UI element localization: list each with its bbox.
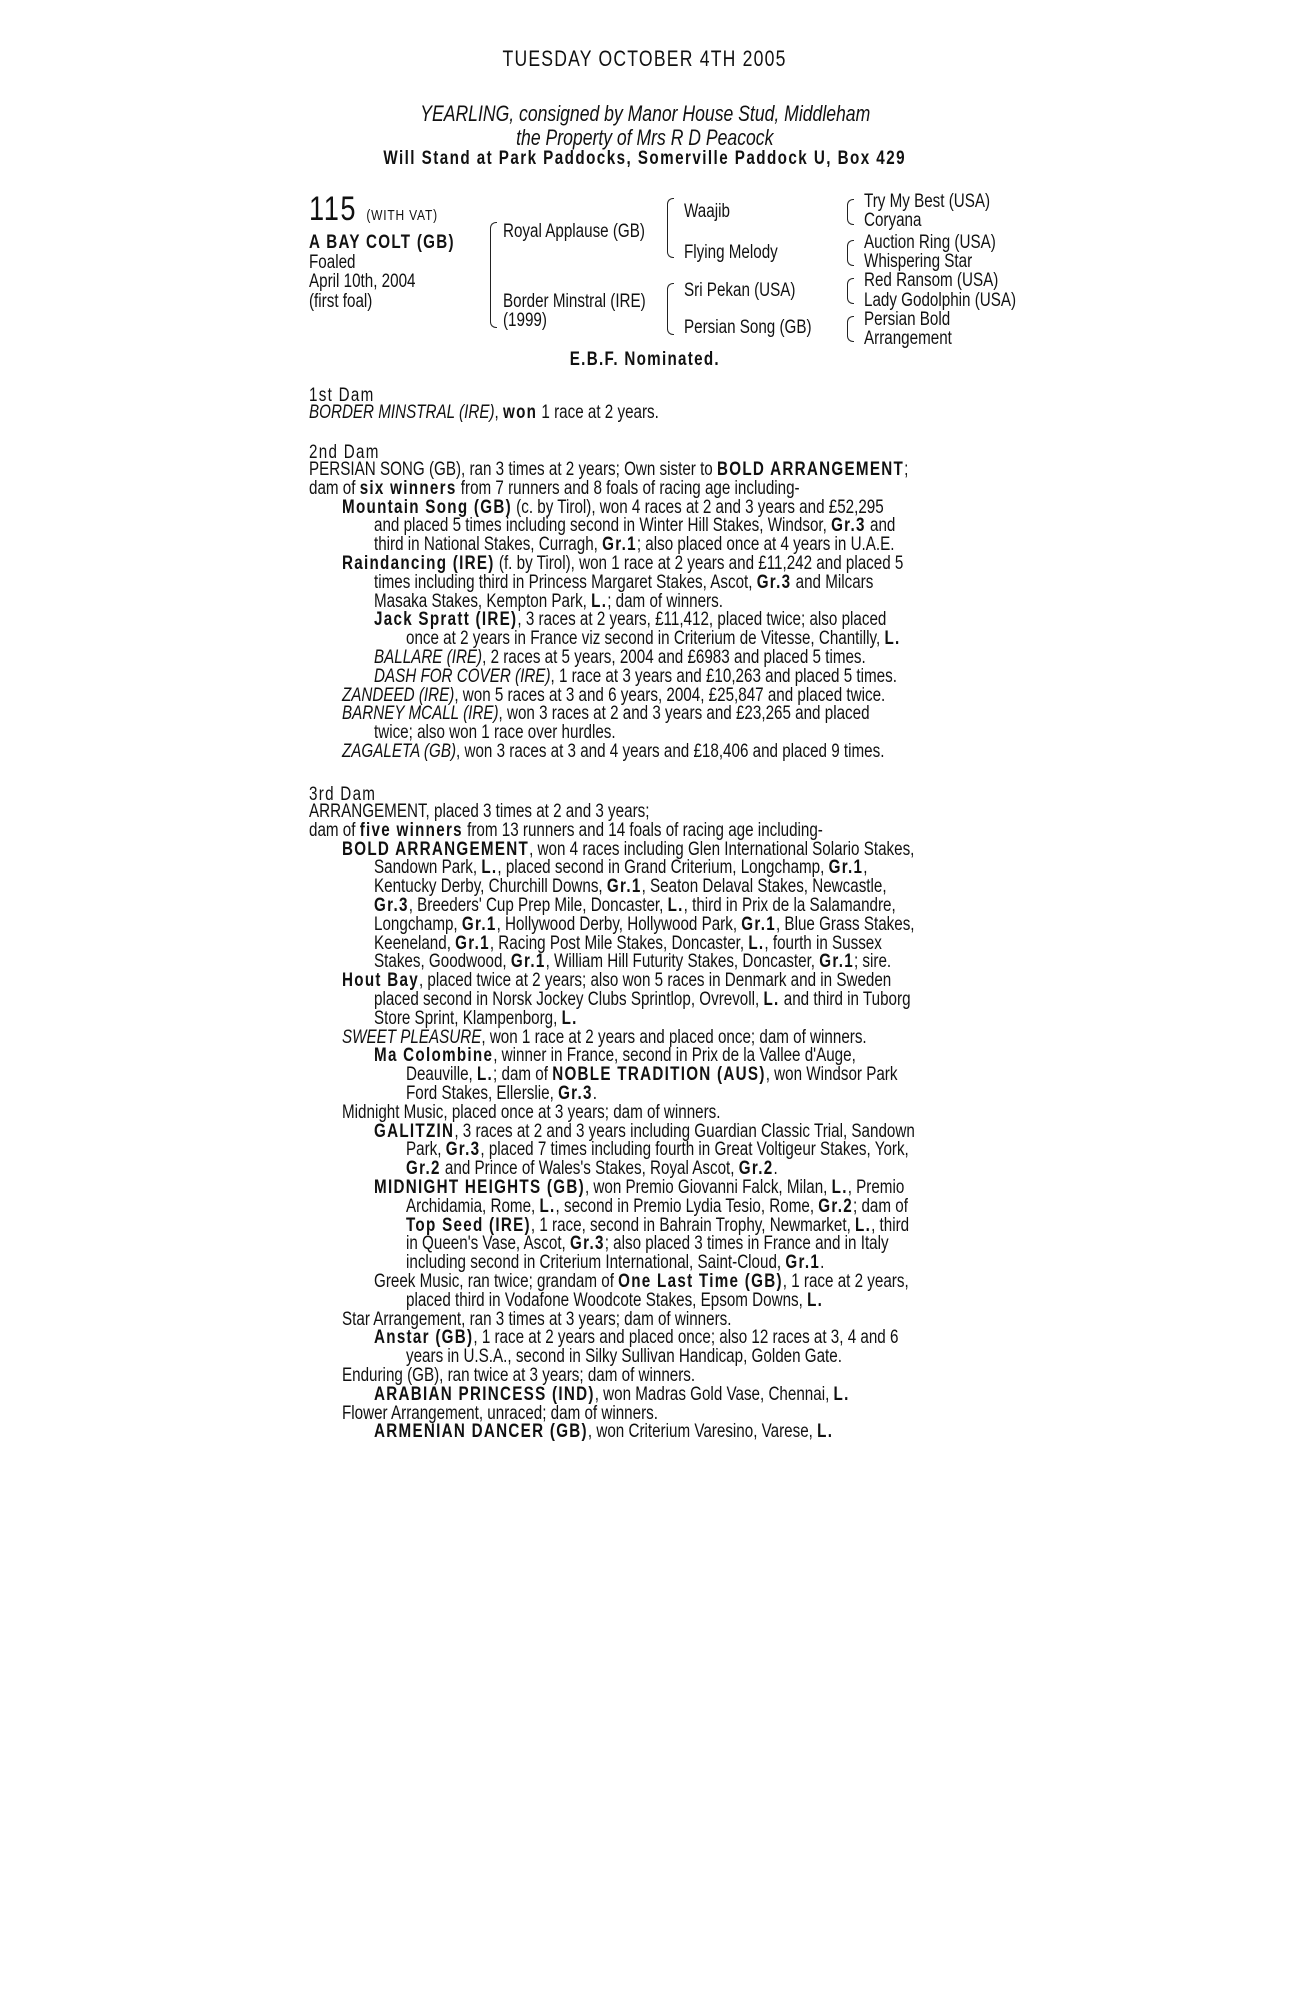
pedigree-g3-8: Arrangement [864,328,952,349]
bold-text: L. [561,1007,578,1029]
bold-text: L. [481,857,498,879]
text-run: , third in Prix de la Salamandre, [683,895,896,916]
italic-text: BARNEY MCALL (IRE) [342,703,499,725]
text-run: Stakes, Goodwood, [374,951,511,973]
bold-text: NOBLE TRADITION (AUS) [552,1064,766,1086]
text-run: , won Madras Gold Vase, Chennai, [594,1383,834,1405]
text-run: , 1 race at 2 years and placed once; also 12 races at 3, 4 and 6 [473,1327,899,1349]
text-run: , won Premio Giovanni Falck, Milan, [584,1177,832,1198]
text-run: twice; also won 1 race over hurdles. [374,722,616,744]
text-run: , 1 race at 2 years, [782,1271,909,1292]
bold-text: Gr.2 [818,1195,853,1217]
bold-text: L. [539,1195,556,1217]
text-run: years in U.S.A., second in Silky Sullivan Handicap, Golden Gate. [406,1346,842,1368]
text-run: , 1 race at 3 years and £10,263 and placed 5 times. [550,665,897,687]
text-run: in Queen's Vase, Ascot, [406,1233,571,1255]
bold-text: Gr.3 [445,1139,481,1161]
bold-text: BOLD ARRANGEMENT [716,459,905,480]
text-run: times including third in Princess Margaret Stakes, Ascot, [374,571,757,593]
text-run: Enduring (GB), ran twice at 3 years; dam of winners. [342,1365,696,1386]
bold-text: One Last Time (GB) [618,1271,783,1292]
text-run: ARRANGEMENT, placed 3 times at 2 and 3 years; [309,801,650,822]
text-run: ; [904,459,909,480]
text-run: , placed twice at 2 years; also won 5 races in Denmark and in Sweden [418,970,892,992]
text-run: , Premio [847,1177,905,1198]
text-run: Masaka Stakes, Kempton Park, [374,590,592,612]
bold-text: Raindancing (IRE) [342,553,495,574]
text-line [342,743,1020,762]
bold-text: MIDNIGHT HEIGHTS (GB) [374,1177,585,1198]
bold-text: Gr.2 [738,1158,774,1180]
text-run: Longchamp, [374,913,462,935]
bold-text: Gr.3 [570,1233,605,1255]
bold-text: L. [763,989,780,1010]
text-run: including second in Criterium International, Saint-Cloud, [406,1252,786,1274]
text-run: , won Windsor Park [765,1064,898,1086]
text-run: , won 1 race at 2 years and placed once; dam of winners. [481,1026,867,1048]
bold-text: Gr.1 [828,857,864,879]
lot-number: 115 (WITH VAT) [309,190,438,228]
text-run: PERSIAN SONG (GB), ran 3 times at 2 years; Own sister to [309,459,717,480]
text-run: , placed second in Grand Criterium, Longchamp, [497,857,829,879]
text-run: , 3 races at 2 and 3 years including Guardian Classic Trial, Sandown [454,1120,915,1142]
text-run: , won 3 races at 3 and 4 years and £18,406 and placed 9 times. [456,741,885,762]
foal-note: (first foal) [309,291,373,312]
bold-text: Gr.3 [558,1083,593,1104]
bold-text: Gr.1 [602,534,637,556]
pedigree-g3-4: Whispering Star [864,251,973,272]
pedigree-sire-sire: Waajib [684,201,730,222]
bold-text: six winners [359,477,457,499]
bold-text: Gr.3 [831,515,866,537]
text-run: . [773,1158,778,1180]
italic-text: DASH FOR COVER (IRE) [374,665,551,687]
text-run: ; also placed once at 4 years in U.A.E. [636,534,895,556]
text-run: . [820,1252,825,1274]
text-run: , Blue Grass Stakes, [775,913,915,935]
text-run: Flower Arrangement, unraced; dam of winners. [342,1402,658,1424]
text-run: , winner in France, second in Prix de la Vallee d'Auge, [493,1045,856,1067]
bold-text: Gr.1 [785,1252,821,1274]
text-run: , won 3 races at 2 and 3 years and £23,265 and placed [498,703,870,725]
text-run: , third [871,1214,910,1236]
consignor-line: YEARLING, consigned by Manor House Stud, Middleham [419,101,870,126]
text-run: ; dam of [853,1195,908,1217]
text-run: ; also placed 3 times in France and in Italy [604,1233,889,1255]
third-dam-heading: 3rd Dam [309,784,377,805]
text-run: once at 2 years in France viz second in Criterium de Vitesse, Chantilly, [406,628,885,650]
bold-text: GALITZIN [374,1120,455,1142]
ebf-nomination: E.B.F. Nominated. [569,349,721,370]
bold-text: ARABIAN PRINCESS (IND) [374,1383,595,1405]
bold-text: Gr.2 [406,1158,441,1180]
text-run: , Hollywood Derby, Hollywood Park, [496,913,742,935]
text-run: dam of [309,477,360,499]
text-run: and third in Tuborg [779,989,911,1010]
bold-text: L. [884,628,901,650]
pedigree-sire-dam: Flying Melody [684,242,778,263]
italic-text: BORDER MINSTRAL (IRE) [309,402,495,423]
text-run: and Prince of Wales's Stakes, Royal Ascot, [440,1158,739,1180]
bold-text: Jack Spratt (IRE) [374,609,518,631]
pedigree-g3-2: Coryana [864,210,922,231]
pedigree-dam-year: (1999) [503,310,547,331]
text-run: Sandown Park, [374,857,482,879]
bold-text: Gr.1 [510,951,546,973]
text-run: Ford Stakes, Ellerslie, [406,1083,559,1104]
bold-text: five winners [359,819,463,841]
pedigree-dam: Border Minstral (IRE) [503,291,646,312]
text-run: Star Arrangement, ran 3 times at 3 years; dam of winners. [342,1308,732,1330]
text-run: , [494,402,503,423]
bold-text: Gr.1 [461,913,497,935]
italic-text: ZAGALETA (GB) [342,741,457,762]
text-run: , second in Premio Lydia Tesio, Rome, [555,1195,819,1217]
text-run: Keeneland, [374,932,456,954]
text-run: from 7 runners and 8 foals of racing age including- [456,477,800,499]
first-dam-heading: 1st Dam [309,385,375,406]
text-run: (c. by Tirol), won 4 races at 2 and 3 years and £52,295 [511,496,884,518]
text-run: Archidamia, Rome, [406,1195,540,1217]
bold-text: Gr.3 [756,571,792,593]
text-run: , 2 races at 5 years, 2004 and £6983 and placed 5 times. [482,647,866,668]
text-run: and [865,515,896,537]
text-run: placed second in Norsk Jockey Clubs Sprintlop, Ovrevoll, [374,989,764,1010]
pedigree-g3-6: Lady Godolphin (USA) [864,290,1017,311]
bold-text: Mountain Song (GB) [342,496,512,518]
stable-location: Will Stand at Park Paddocks, Somerville Paddock U, Box 429 [383,148,907,169]
pedigree-g3-7: Persian Bold [864,309,951,330]
text-run: , Racing Post Mile Stakes, Doncaster, [489,932,749,954]
second-dam-heading: 2nd Dam [309,442,380,463]
text-run: dam of [309,819,360,841]
text-run: and placed 5 times including second in Winter Hill Stakes, Windsor, [374,515,832,537]
pedigree-g3-5: Red Ransom (USA) [864,270,999,291]
pedigree-g3-3: Auction Ring (USA) [864,232,996,253]
pedigree-brace-g3-1 [847,199,854,225]
pedigree-brace-g3-3 [847,278,854,304]
text-run: from 13 runners and 14 foals of racing age including- [462,819,823,841]
text-run: ; dam of [493,1064,553,1086]
text-run: Deauville, [406,1064,477,1086]
pedigree-g3-1: Try My Best (USA) [864,191,991,212]
text-run: , 3 races at 2 years, £11,412, placed twice; also placed [517,609,887,631]
bold-text: L. [833,1383,850,1405]
italic-text: BALLARE (IRE) [374,647,483,668]
text-run: and Milcars [791,571,874,593]
bold-text: L. [667,895,684,916]
bold-text: Hout Bay [342,970,419,992]
bold-text: L. [476,1064,494,1086]
bold-text: Top Seed (IRE) [406,1214,531,1236]
text-run: , Breeders' Cup Prep Mile, Doncaster, [408,895,668,916]
pedigree-dam-dam: Persian Song (GB) [684,317,812,338]
text-run: 1 race at 2 years. [537,402,659,423]
bold-text: won [502,402,538,423]
text-run: , 1 race, second in Bahrain Trophy, Newmarket, [530,1214,856,1236]
text-run: Store Sprint, Klampenborg, [374,1007,562,1029]
pedigree-sire: Royal Applause (GB) [503,221,645,242]
bold-text: Gr.1 [455,932,490,954]
bold-text: L. [591,590,608,612]
text-run: Greek Music, ran twice; grandam of [374,1271,619,1292]
sale-date: TUESDAY OCTOBER 4TH 2005 [502,46,788,71]
text-line [374,1423,948,1442]
lot-description: A BAY COLT (GB) [309,232,455,253]
pedigree-dam-sire: Sri Pekan (USA) [684,280,796,301]
bold-text: BOLD ARRANGEMENT [342,838,530,860]
pedigree-brace-g3-4 [847,316,854,342]
italic-text: SWEET PLEASURE [342,1026,482,1048]
text-line [309,404,746,423]
text-run: placed third in Vodafone Woodcote Stakes, Epsom Downs, [406,1289,808,1311]
text-run: Park, [406,1139,446,1161]
bold-text: L. [817,1421,834,1443]
bold-text: Gr.1 [741,913,776,935]
text-run: , [863,857,868,879]
italic-text: ZANDEED (IRE) [342,684,455,706]
pedigree-brace-sire [667,198,674,258]
foaled-date: April 10th, 2004 [309,271,416,292]
bold-text: L. [807,1289,824,1311]
text-run: ; sire. [853,951,892,973]
text-run: Midnight Music, placed once at 3 years; dam of winners. [342,1101,721,1123]
bold-text: ARMENIAN DANCER (GB) [374,1421,588,1443]
bold-text: L. [855,1214,872,1236]
pedigree-brace-dam [667,283,674,335]
property-line: the Property of Mrs R D Peacock [516,125,774,150]
vat-note: (WITH VAT) [366,207,438,224]
text-run: , won 4 races including Glen International Solario Stakes, [529,838,915,860]
text-run: , won Criterium Varesino, Varese, [587,1421,818,1443]
text-run: , Seaton Delaval Stakes, Newcastle, [641,876,887,898]
text-run: . [592,1083,597,1104]
bold-text: Gr.1 [819,951,854,973]
text-run: , won 5 races at 3 and 6 years, 2004, £25,847 and placed twice. [454,684,886,706]
text-run: (f. by Tirol), won 1 race at 2 years and £11,242 and placed 5 [494,553,904,574]
text-run: ; dam of winners. [607,590,723,612]
bold-text: L. [831,1177,848,1198]
text-run: third in National Stakes, Curragh, [374,534,603,556]
bold-text: Gr.3 [374,895,409,916]
pedigree-brace-main [490,222,497,328]
bold-text: Ma Colombine [374,1045,494,1067]
text-run: Kentucky Derby, Churchill Downs, [374,876,607,898]
bold-text: Gr.1 [606,876,642,898]
bold-text: Anstar (GB) [374,1327,474,1349]
text-run: , fourth in Sussex [764,932,882,954]
text-run: , placed 7 times including fourth in Great Voltigeur Stakes, York, [480,1139,909,1161]
bold-text: L. [748,932,765,954]
foaled-label: Foaled [309,252,356,273]
pedigree-brace-g3-2 [847,240,854,266]
text-run: , William Hill Futurity Stakes, Doncaster, [545,951,820,973]
